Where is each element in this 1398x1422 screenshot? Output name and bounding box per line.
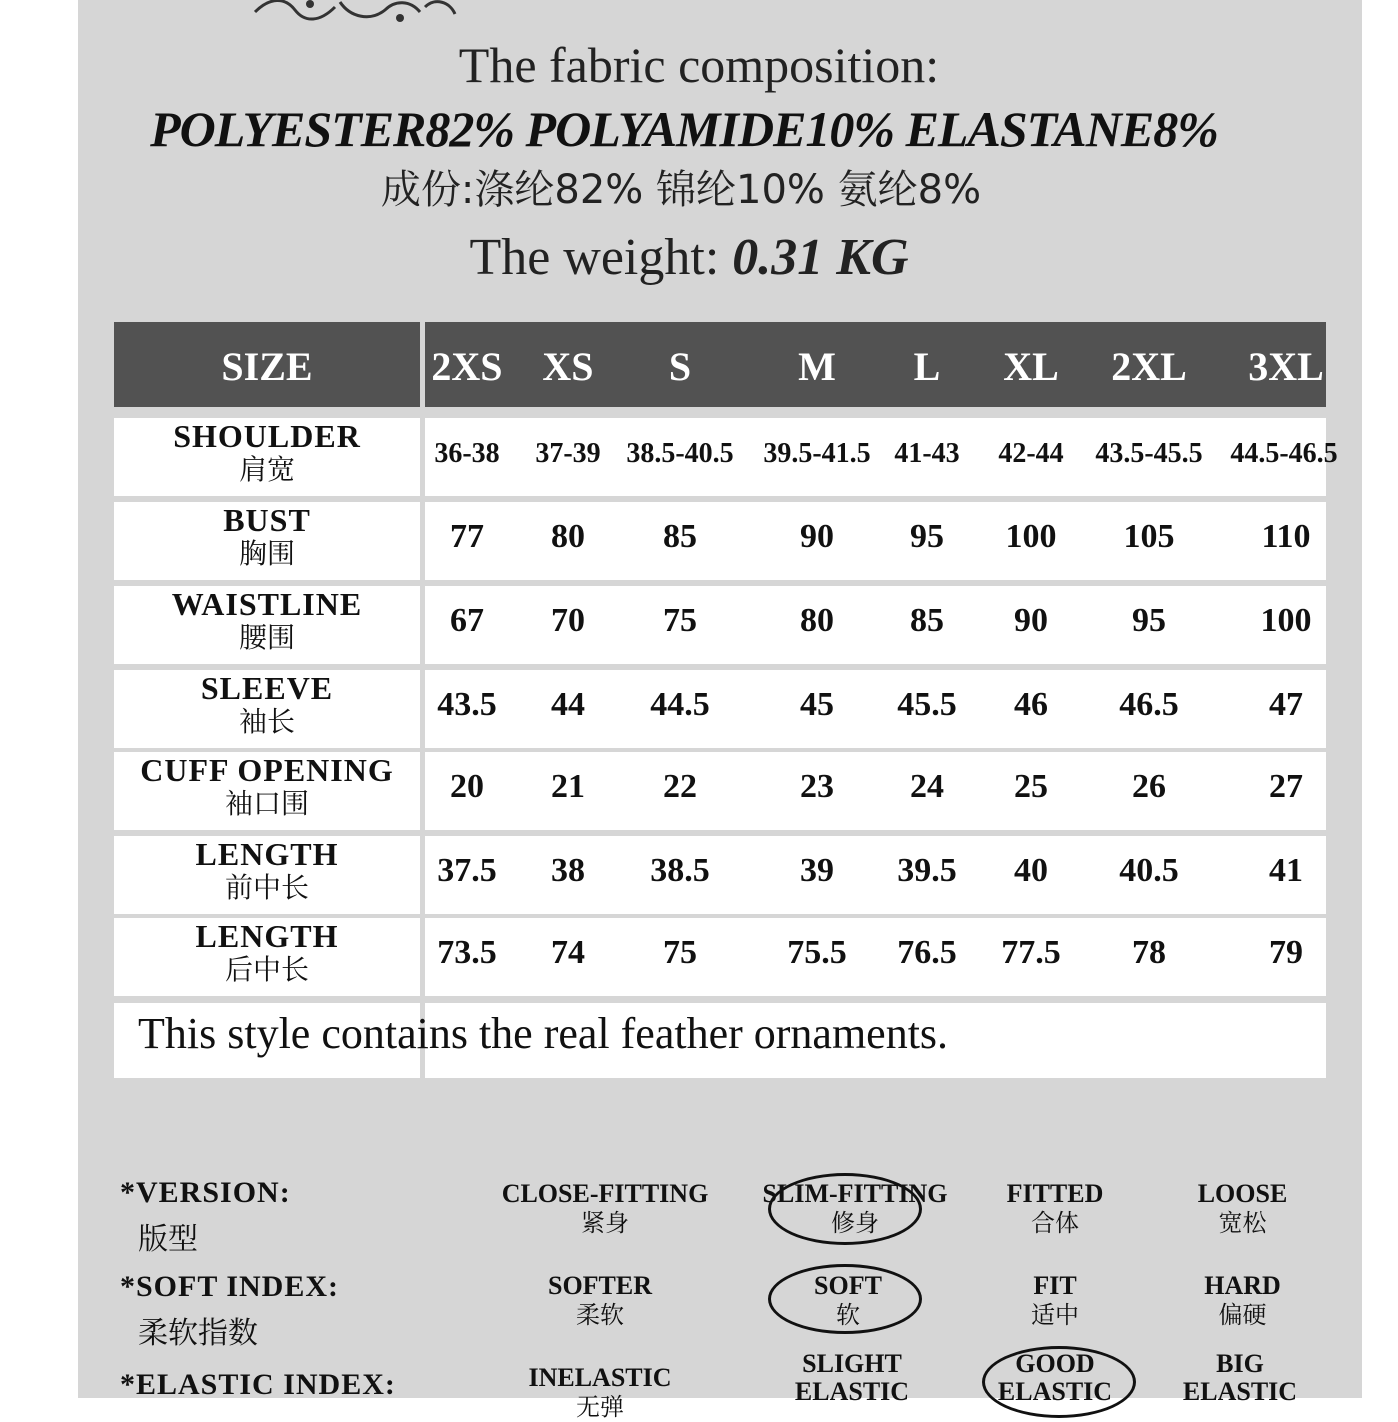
table-cell: 20 — [450, 768, 484, 805]
option-en: SOFT — [814, 1271, 882, 1300]
weight-line — [0, 228, 1388, 287]
table-cell: 76.5 — [897, 934, 957, 971]
table-cell: 110 — [1261, 518, 1311, 555]
soft-index-label-en: *SOFT INDEX: — [120, 1270, 339, 1303]
feather-note: This style contains the real feather ornaments. — [138, 1009, 949, 1058]
size-header-2xs: 2XS — [431, 344, 503, 389]
table-cell: 90 — [1014, 602, 1048, 639]
row-label-en: SLEEVE — [200, 670, 334, 706]
table-cell: 75 — [663, 934, 697, 971]
option-en: CLOSE-FITTING — [501, 1179, 709, 1208]
table-cell: 47 — [1269, 686, 1303, 723]
row-label-cn: 袖长 — [238, 705, 295, 738]
size-header-label: SIZE — [221, 344, 313, 389]
weight-value: 0.31 KG — [732, 229, 909, 286]
option-en: SLIGHT — [802, 1349, 902, 1378]
table-cell: 85 — [910, 602, 944, 639]
table-cell: 44.5-46.5 — [1230, 438, 1338, 469]
table-cell: 77.5 — [1001, 934, 1061, 971]
table-cell: 95 — [910, 518, 944, 555]
table-cell: 79 — [1269, 934, 1303, 971]
fabric-composition-title: The fabric composition: — [458, 37, 940, 93]
size-header-xs: XS — [542, 344, 594, 389]
option-en: GOOD — [1015, 1349, 1095, 1378]
table-cell: 43.5 — [437, 686, 497, 723]
option-cn: 软 — [836, 1301, 860, 1329]
row-label-en: WAISTLINE — [171, 586, 363, 622]
soft-option-fit — [975, 1272, 1135, 1330]
table-cell: 44.5 — [650, 686, 710, 723]
table-cell: 44 — [551, 686, 585, 723]
option-cn: 宽松 — [1218, 1209, 1267, 1237]
table-cell: 80 — [551, 518, 585, 555]
table-cell: 38 — [551, 852, 585, 889]
row-label-en: SHOULDER — [173, 418, 361, 454]
table-cell: 39.5 — [897, 852, 957, 889]
option-cn: 适中 — [1031, 1301, 1079, 1329]
row-label-cn: 后中长 — [224, 953, 309, 986]
row-label-cn: 腰围 — [238, 621, 295, 654]
row-label — [114, 920, 420, 988]
table-cell: 38.5-40.5 — [626, 438, 734, 469]
row-label — [114, 838, 420, 906]
table-cell: 85 — [663, 518, 697, 555]
version-selected-circle — [768, 1173, 922, 1245]
table-cell: 41 — [1269, 852, 1303, 889]
row-label-cn: 前中长 — [224, 871, 309, 904]
table-cell: 105 — [1123, 518, 1175, 555]
row-label-en: BUST — [223, 502, 311, 538]
row-label — [114, 672, 420, 740]
version-label — [120, 1176, 291, 1258]
row-label-en: LENGTH — [195, 918, 339, 954]
table-cell: 39 — [800, 852, 834, 889]
table-cell: 26 — [1132, 768, 1166, 805]
table-cell: 77 — [450, 518, 484, 555]
soft-selected-circle — [768, 1264, 922, 1334]
elastic-option-inelastic — [520, 1364, 680, 1422]
table-cell: 21 — [551, 768, 585, 805]
table-cell: 75.5 — [787, 934, 847, 971]
table-cell: 46 — [1014, 686, 1048, 723]
size-header-3xl: 3XL — [1248, 344, 1324, 389]
version-label-en: *VERSION: — [120, 1176, 291, 1209]
option-cn: 合体 — [1031, 1209, 1079, 1237]
table-cell: 40.5 — [1119, 852, 1179, 889]
row-label — [114, 420, 420, 488]
size-header-m: M — [798, 344, 836, 389]
table-cell: 78 — [1132, 934, 1166, 971]
table-cell: 22 — [663, 768, 697, 805]
weight-label: The weight: — [469, 229, 733, 286]
table-cell: 100 — [1260, 602, 1312, 639]
soft-option-hard — [1165, 1272, 1320, 1330]
option-en: SOFTER — [547, 1271, 653, 1300]
table-cell: 37-39 — [535, 438, 601, 469]
option-en: SLIM-FITTING — [762, 1179, 948, 1208]
row-label — [114, 588, 420, 656]
option-cn: 柔软 — [576, 1301, 624, 1329]
version-option-loose — [1165, 1180, 1320, 1238]
option-en2: ELASTIC — [1182, 1377, 1298, 1406]
version-option-close-fitting — [490, 1180, 720, 1238]
table-cell: 46.5 — [1119, 686, 1179, 723]
table-cell: 75 — [663, 602, 697, 639]
table-cell: 24 — [910, 768, 944, 805]
table-cell: 40 — [1014, 852, 1048, 889]
size-header-l: L — [913, 344, 941, 389]
table-cell: 100 — [1005, 518, 1057, 555]
option-en2: ELASTIC — [794, 1377, 910, 1406]
option-en: INELASTIC — [528, 1363, 672, 1392]
row-label-cn: 肩宽 — [238, 453, 295, 486]
option-en: BIG — [1216, 1349, 1264, 1378]
option-en: FIT — [1033, 1271, 1077, 1300]
row-label — [114, 754, 420, 822]
table-cell: 39.5-41.5 — [763, 438, 871, 469]
version-option-fitted — [975, 1180, 1135, 1238]
version-label-cn: 版型 — [138, 1222, 198, 1257]
soft-option-softer — [520, 1272, 680, 1330]
table-cell: 74 — [551, 934, 585, 971]
elastic-selected-circle — [982, 1346, 1136, 1418]
soft-index-label — [120, 1270, 339, 1352]
decorative-flourish-icon — [250, 0, 460, 28]
table-cell: 38.5 — [650, 852, 710, 889]
table-cell: 45.5 — [897, 686, 957, 723]
option-en: FITTED — [1006, 1179, 1104, 1208]
table-cell: 45 — [800, 686, 834, 723]
table-cell: 37.5 — [437, 852, 497, 889]
table-cell: 41-43 — [894, 438, 960, 469]
row-label — [114, 504, 420, 572]
option-en2: ELASTIC — [997, 1377, 1113, 1406]
option-cn: 紧身 — [581, 1209, 629, 1237]
table-cell: 36-38 — [434, 438, 500, 469]
table-cell: 43.5-45.5 — [1095, 438, 1203, 469]
option-en: LOOSE — [1197, 1179, 1288, 1208]
table-cell: 70 — [551, 602, 585, 639]
option-cn: 无弹 — [576, 1393, 624, 1421]
row-label-en: LENGTH — [195, 836, 339, 872]
soft-index-label-cn: 柔软指数 — [138, 1316, 258, 1351]
table-cell: 23 — [800, 768, 834, 805]
table-cell: 90 — [800, 518, 834, 555]
row-label-cn: 胸围 — [238, 537, 295, 570]
option-en: HARD — [1204, 1271, 1281, 1300]
size-header-s: S — [668, 344, 692, 389]
table-cell: 25 — [1014, 768, 1048, 805]
row-label-cn: 袖口围 — [224, 787, 309, 820]
table-cell: 67 — [450, 602, 484, 639]
option-cn: 修身 — [831, 1209, 879, 1237]
size-header-xl: XL — [1003, 344, 1059, 389]
option-cn: 偏硬 — [1218, 1301, 1267, 1329]
row-label-en: CUFF OPENING — [140, 752, 394, 788]
table-cell: 42-44 — [998, 438, 1064, 469]
table-cell: 80 — [800, 602, 834, 639]
fabric-composition-chinese: 成份:涤纶82% 锦纶10% 氨纶8% — [380, 167, 982, 213]
table-cell: 95 — [1132, 602, 1166, 639]
fabric-composition-english: POLYESTER82% POLYAMIDE10% ELASTANE8% — [150, 101, 1218, 157]
elastic-index-label: *ELASTIC INDEX: — [120, 1368, 396, 1401]
table-cell: 73.5 — [437, 934, 497, 971]
size-header-2xl: 2XL — [1111, 344, 1187, 389]
table-cell: 27 — [1269, 768, 1303, 805]
